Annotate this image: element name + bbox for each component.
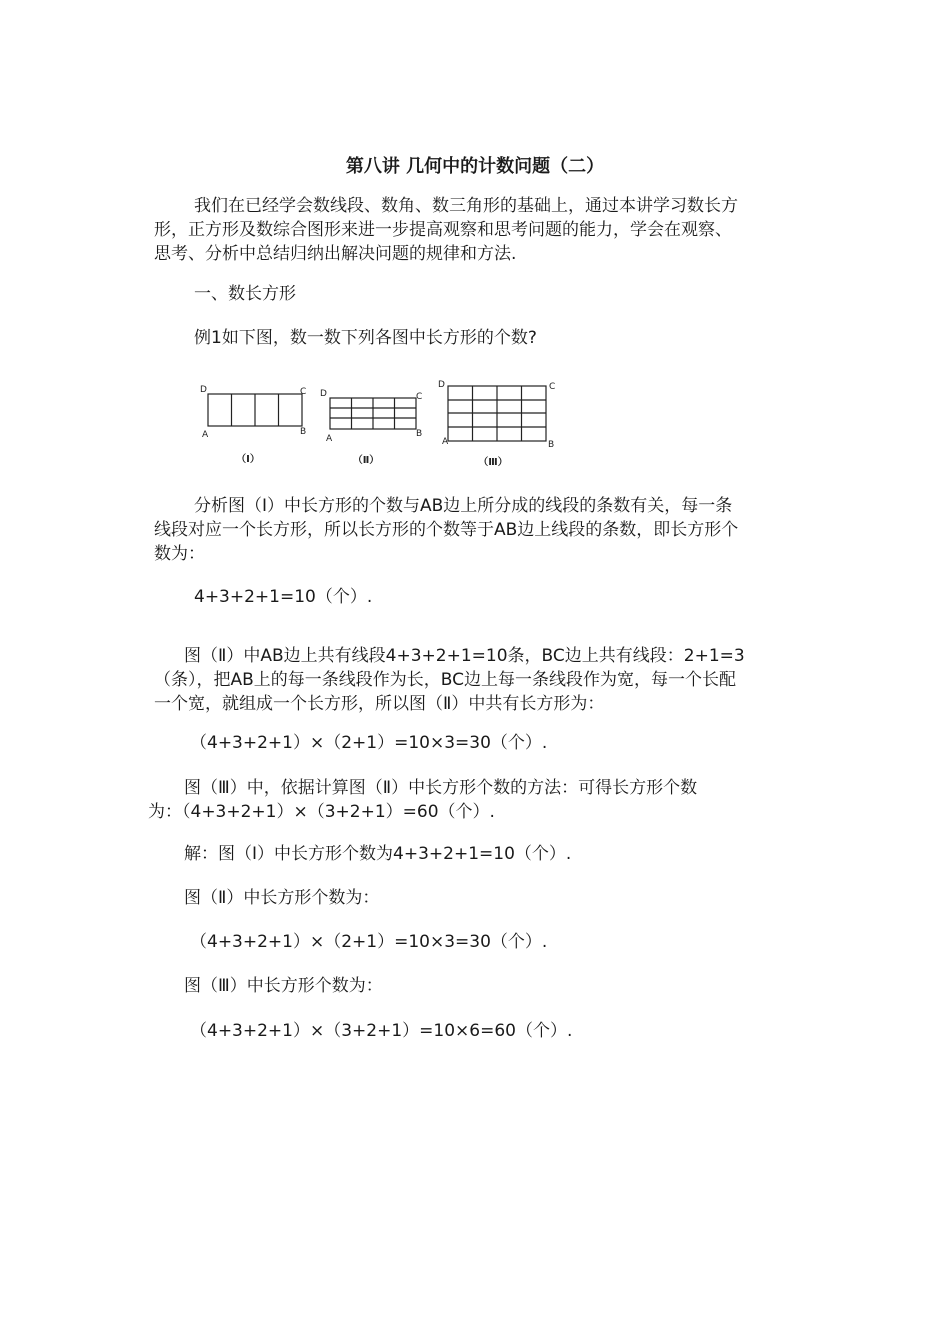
figure-3-explanation [148, 776, 808, 824]
fig2-label-a: A [326, 434, 333, 444]
fig1-label-d: D [200, 385, 207, 395]
solution-line-3: 图（Ⅲ）中长方形个数为： [184, 976, 383, 996]
rectangle-figures [190, 372, 580, 472]
fig2-caption: （Ⅱ） [352, 455, 380, 466]
fig2-line-3: 一个宽，就组成一个长方形，所以图（Ⅱ）中共有长方形为： [154, 694, 605, 714]
figure-2-explanation [154, 644, 808, 716]
solution-formula-3: （4+3+2+1）×（3+2+1）=10×6=60（个）. [190, 1021, 573, 1041]
figure-3-grid [448, 386, 546, 441]
fig3-label-c: C [549, 382, 556, 392]
formula-2: （4+3+2+1）×（2+1）=10×3=30（个）. [190, 733, 548, 753]
fig3-line-1: 图（Ⅲ）中，依据计算图（Ⅱ）中长方形个数的方法：可得长方形个数 [184, 778, 698, 798]
intro-line-2: 形，正方形及数综合图形来进一步提高观察和思考问题的能力，学会在观察、 [154, 220, 732, 240]
fig3-label-a: A [442, 437, 449, 447]
solution-line-2: 图（Ⅱ）中长方形个数为： [184, 888, 380, 908]
analysis-paragraph [154, 494, 808, 566]
figure-2-grid [330, 398, 416, 429]
fig2-label-d: D [320, 389, 327, 399]
fig3-line-2: 为：（4+3+2+1）×（3+2+1）=60（个）. [148, 802, 495, 822]
fig3-label-b: B [548, 440, 555, 450]
example-question: 例1如下图，数一数下列各图中长方形的个数? [194, 328, 537, 348]
intro-line-3: 思考、分析中总结归纳出解决问题的规律和方法. [154, 244, 517, 264]
formula-1: 4+3+2+1=10（个）. [194, 587, 373, 607]
solution-line-1: 解：图（Ⅰ）中长方形个数为4+3+2+1=10（个）. [184, 844, 572, 864]
fig2-label-c: C [416, 392, 423, 402]
analysis-line-1: 分析图（Ⅰ）中长方形的个数与AB边上所分成的线段的条数有关，每一条 [194, 496, 733, 516]
lecture-title: 第八讲 几何中的计数问题（二） [345, 156, 605, 177]
figure-1-grid [208, 394, 302, 426]
intro-line-1: 我们在已经学会数线段、数角、数三角形的基础上，通过本讲学习数长方 [194, 196, 738, 216]
analysis-line-2: 线段对应一个长方形，所以长方形的个数等于AB边上线段的条数，即长方形个 [154, 520, 739, 540]
fig1-label-b: B [300, 427, 307, 437]
fig3-label-d: D [438, 380, 445, 390]
fig2-label-b: B [416, 429, 423, 439]
fig3-caption: （Ⅲ） [478, 457, 508, 468]
intro-paragraph [154, 194, 808, 266]
solution-formula-2: （4+3+2+1）×（2+1）=10×3=30（个）. [190, 932, 548, 952]
section-heading: 一、数长方形 [194, 284, 296, 304]
fig1-label-c: C [300, 387, 307, 397]
analysis-line-3: 数为： [154, 544, 205, 564]
fig2-line-1: 图（Ⅱ）中AB边上共有线段4+3+2+1=10条，BC边上共有线段：2+1=3 [184, 646, 745, 666]
fig1-caption: （Ⅰ） [236, 454, 260, 465]
fig2-line-2: （条），把AB上的每一条线段作为长，BC边上每一条线段作为宽，每一个长配 [154, 670, 737, 690]
fig1-label-a: A [202, 430, 209, 440]
